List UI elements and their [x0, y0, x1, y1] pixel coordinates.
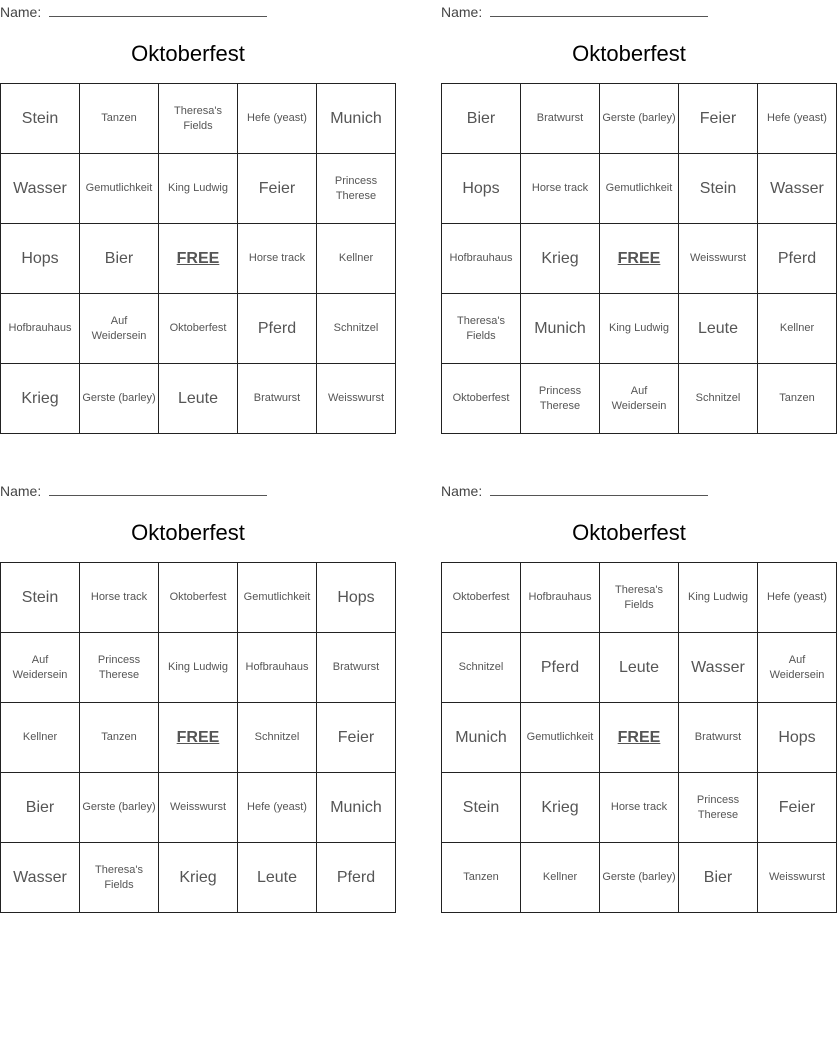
grid-row: [1, 294, 396, 364]
bingo-cell: Bratwurst: [317, 633, 396, 703]
grid-row: [1, 154, 396, 224]
bingo-cell: Krieg: [521, 224, 600, 294]
bingo-cell: Gemutlichkeit: [80, 154, 159, 224]
bingo-cell: Bier: [442, 84, 521, 154]
grid-row: [1, 84, 396, 154]
bingo-cell: Kellner: [521, 843, 600, 913]
name-label: Name:: [0, 4, 42, 20]
bingo-cell: Wasser: [758, 154, 837, 224]
bingo-cell: Gemutlichkeit: [238, 563, 317, 633]
bingo-cell: Hofbrauhaus: [238, 633, 317, 703]
grid-row: [1, 703, 396, 773]
bingo-cell: Theresa's Fields: [159, 84, 238, 154]
card-title: Oktoberfest: [572, 41, 686, 66]
bingo-cell: Bier: [80, 224, 159, 294]
grid-row: [1, 563, 396, 633]
bingo-cell: Feier: [679, 84, 758, 154]
bingo-cell: King Ludwig: [679, 563, 758, 633]
bingo-cell: Princess Therese: [317, 154, 396, 224]
grid-row: [1, 224, 396, 294]
bingo-cell: Stein: [1, 563, 80, 633]
bingo-cell: Stein: [442, 773, 521, 843]
bingo-cell: Hofbrauhaus: [442, 224, 521, 294]
grid-row: [1, 633, 396, 703]
bingo-cell: Pferd: [317, 843, 396, 913]
bingo-cell: Hefe (yeast): [238, 773, 317, 843]
bingo-cell: Hefe (yeast): [238, 84, 317, 154]
bingo-cell: King Ludwig: [600, 294, 679, 364]
bingo-cell: Bier: [1, 773, 80, 843]
bingo-cell: Munich: [521, 294, 600, 364]
bingo-cell: Hops: [442, 154, 521, 224]
bingo-grid: [441, 83, 837, 434]
bingo-cell: Princess Therese: [679, 773, 758, 843]
bingo-cell: Hefe (yeast): [758, 563, 837, 633]
bingo-cell: Kellner: [1, 703, 80, 773]
bingo-grid: [0, 83, 396, 434]
bingo-cell: Hops: [758, 703, 837, 773]
bingo-cell: Feier: [317, 703, 396, 773]
bingo-cell: Theresa's Fields: [600, 563, 679, 633]
bingo-cell: Gemutlichkeit: [521, 703, 600, 773]
grid-row: [442, 364, 837, 434]
bingo-cell: Horse track: [600, 773, 679, 843]
bingo-cell: Stein: [1, 84, 80, 154]
bingo-cell: Leute: [679, 294, 758, 364]
card-title: Oktoberfest: [572, 520, 686, 545]
bingo-cell: Oktoberfest: [159, 563, 238, 633]
bingo-cell: Bier: [679, 843, 758, 913]
bingo-cell: Auf Weidersein: [600, 364, 679, 434]
bingo-cell: Tanzen: [80, 84, 159, 154]
name-field: [441, 3, 708, 20]
bingo-cell: Weisswurst: [679, 224, 758, 294]
bingo-cell: Oktoberfest: [442, 563, 521, 633]
name-blank-line[interactable]: [49, 3, 267, 17]
name-label: Name:: [0, 483, 42, 499]
bingo-grid: [0, 562, 396, 913]
bingo-cell: Leute: [600, 633, 679, 703]
bingo-cell: Feier: [758, 773, 837, 843]
bingo-cell: Gerste (barley): [80, 773, 159, 843]
bingo-cell: Krieg: [521, 773, 600, 843]
bingo-cell: Weisswurst: [159, 773, 238, 843]
card-title: Oktoberfest: [131, 520, 245, 545]
bingo-cell: Princess Therese: [521, 364, 600, 434]
bingo-cell: Hofbrauhaus: [1, 294, 80, 364]
bingo-cell: Schnitzel: [238, 703, 317, 773]
bingo-cell: Horse track: [80, 563, 159, 633]
bingo-cell: Leute: [238, 843, 317, 913]
bingo-cell: Auf Weidersein: [1, 633, 80, 703]
bingo-cell: Gerste (barley): [600, 843, 679, 913]
grid-row: [1, 364, 396, 434]
bingo-cell: Munich: [317, 84, 396, 154]
bingo-grid: [441, 562, 837, 913]
name-field: [0, 3, 267, 20]
bingo-cell: Wasser: [1, 843, 80, 913]
name-blank-line[interactable]: [490, 3, 708, 17]
bingo-cell: Auf Weidersein: [758, 633, 837, 703]
free-space-cell: FREE: [159, 703, 238, 773]
bingo-cell: Schnitzel: [442, 633, 521, 703]
bingo-cell: Krieg: [1, 364, 80, 434]
bingo-cell: Wasser: [679, 633, 758, 703]
grid-row: [442, 773, 837, 843]
grid-row: [442, 703, 837, 773]
name-label: Name:: [441, 4, 483, 20]
bingo-cell: Horse track: [238, 224, 317, 294]
bingo-cell: Pferd: [238, 294, 317, 364]
free-space-cell: FREE: [600, 224, 679, 294]
name-field: [0, 482, 267, 499]
bingo-cell: Weisswurst: [758, 843, 837, 913]
bingo-cell: Pferd: [521, 633, 600, 703]
bingo-cell: Bratwurst: [679, 703, 758, 773]
free-space-cell: FREE: [600, 703, 679, 773]
bingo-cell: Leute: [159, 364, 238, 434]
bingo-cell: Munich: [317, 773, 396, 843]
bingo-cell: Krieg: [159, 843, 238, 913]
name-field: [441, 482, 708, 499]
bingo-cell: Oktoberfest: [442, 364, 521, 434]
grid-row: [442, 633, 837, 703]
bingo-cell: Tanzen: [442, 843, 521, 913]
bingo-cell: Feier: [238, 154, 317, 224]
bingo-cell: Weisswurst: [317, 364, 396, 434]
bingo-cell: Bratwurst: [521, 84, 600, 154]
bingo-cell: Schnitzel: [679, 364, 758, 434]
bingo-cell: Gemutlichkeit: [600, 154, 679, 224]
grid-row: [1, 773, 396, 843]
bingo-cell: Munich: [442, 703, 521, 773]
bingo-cell: Hops: [1, 224, 80, 294]
bingo-cell: Hefe (yeast): [758, 84, 837, 154]
name-label: Name:: [441, 483, 483, 499]
bingo-cell: Theresa's Fields: [442, 294, 521, 364]
card-title: Oktoberfest: [131, 41, 245, 66]
bingo-cell: Auf Weidersein: [80, 294, 159, 364]
bingo-cell: Gerste (barley): [600, 84, 679, 154]
bingo-cell: Kellner: [317, 224, 396, 294]
bingo-cell: Horse track: [521, 154, 600, 224]
bingo-cell: Pferd: [758, 224, 837, 294]
bingo-cell: Theresa's Fields: [80, 843, 159, 913]
bingo-cell: Oktoberfest: [159, 294, 238, 364]
bingo-cell: King Ludwig: [159, 633, 238, 703]
bingo-cell: King Ludwig: [159, 154, 238, 224]
bingo-cell: Tanzen: [80, 703, 159, 773]
grid-row: [442, 154, 837, 224]
name-blank-line[interactable]: [490, 482, 708, 496]
grid-row: [1, 843, 396, 913]
grid-row: [442, 563, 837, 633]
bingo-cell: Gerste (barley): [80, 364, 159, 434]
grid-row: [442, 843, 837, 913]
bingo-cell: Hofbrauhaus: [521, 563, 600, 633]
grid-row: [442, 224, 837, 294]
name-blank-line[interactable]: [49, 482, 267, 496]
grid-row: [442, 294, 837, 364]
bingo-cell: Hops: [317, 563, 396, 633]
bingo-cell: Schnitzel: [317, 294, 396, 364]
bingo-cell: Wasser: [1, 154, 80, 224]
free-space-cell: FREE: [159, 224, 238, 294]
bingo-cell: Bratwurst: [238, 364, 317, 434]
bingo-cell: Kellner: [758, 294, 837, 364]
grid-row: [442, 84, 837, 154]
bingo-cell: Stein: [679, 154, 758, 224]
bingo-cell: Princess Therese: [80, 633, 159, 703]
bingo-cell: Tanzen: [758, 364, 837, 434]
